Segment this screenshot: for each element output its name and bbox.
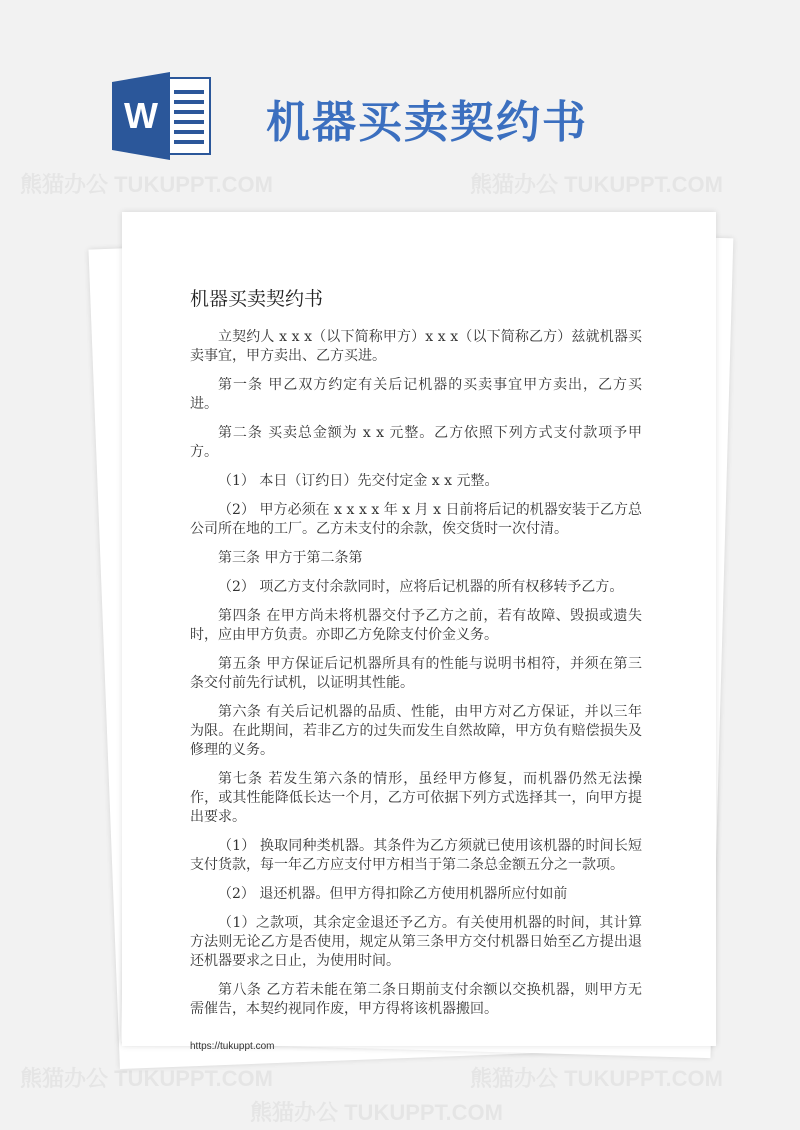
watermark: 熊猫办公 TUKUPPT.COM (250, 1100, 504, 1125)
paragraph: 第一条 甲乙双方约定有关后记机器的买卖事宜甲方卖出，乙方买进。 (190, 377, 642, 412)
paragraph: （2） 项乙方支付余款同时，应将后记机器的所有权移转予乙方。 (218, 579, 624, 595)
paragraph: （1） 本日（订约日）先交付定金 x x 元整。 (218, 473, 499, 489)
watermark: 熊猫办公 TUKUPPT.COM (470, 1066, 724, 1091)
footer-url: https://tukuppt.com (190, 1041, 275, 1052)
watermark: 熊猫办公 TUKUPPT.COM (470, 172, 724, 197)
paragraph: 第八条 乙方若未能在第二条日期前支付余额以交换机器，则甲方无需催告，本契约视同作废，甲方得将该机器搬回。 (190, 982, 642, 1017)
paragraph: 第二条 买卖总金额为 x x 元整。乙方依照下列方式支付款项予甲方。 (190, 425, 642, 460)
paragraph: 立契约人 x x x（以下简称甲方）x x x（以下简称乙方）兹就机器买卖事宜，甲方卖出、乙方买进。 (190, 329, 642, 364)
svg-text:W: W (124, 95, 158, 136)
watermark: 熊猫办公 TUKUPPT.COM (20, 172, 274, 197)
paragraph: （1） 换取同种类机器。其条件为乙方须就已使用该机器的时间长短支付货款，每一年乙方应支付甲方相当于第二条总金额五分之一款项。 (190, 838, 642, 873)
paragraph: 第七条 若发生第六条的情形，虽经甲方修复，而机器仍然无法操作，或其性能降低长达一个月，乙方可依据下列方式选择其一，向甲方提出要求。 (190, 771, 642, 825)
paragraph: 第四条 在甲方尚未将机器交付予乙方之前，若有故障、毁损或遗失时，应由甲方负责。亦即乙方免除支付价金义务。 (190, 608, 642, 643)
paragraph: 第六条 有关后记机器的品质、性能，由甲方对乙方保证，并以三年为限。在此期间，若非乙方的过失而发生自然故障，甲方负有赔偿损失及修理的义务。 (190, 704, 642, 758)
paragraph: （1）之款项，其余定金退还予乙方。有关使用机器的时间，其计算方法则无论乙方是否使用，规定从第三条甲方交付机器日始至乙方提出退还机器要求之日止，为使用时间。 (190, 915, 642, 969)
word-document-icon (112, 72, 212, 160)
document-body (190, 328, 642, 1053)
paragraph: （2） 退还机器。但甲方得扣除乙方使用机器所应付如前 (218, 886, 568, 902)
page-title: 机器买卖契约书 (190, 288, 324, 310)
watermark: 熊猫办公 TUKUPPT.COM (20, 1066, 274, 1091)
paragraph: 第三条 甲方于第二条第 (218, 550, 363, 566)
paragraph: 第五条 甲方保证后记机器所具有的性能与说明书相符，并须在第三条交付前先行试机，以证明其性能。 (190, 656, 642, 691)
header-title: 机器买卖契约书 (266, 97, 588, 148)
paragraph: （2） 甲方必须在 x x x x 年 x 月 x 日前将后记的机器安装于乙方总公司所在地的工厂。乙方未支付的余款，俟交货时一次付清。 (190, 502, 642, 537)
document-page (122, 212, 716, 1052)
header (0, 0, 800, 160)
